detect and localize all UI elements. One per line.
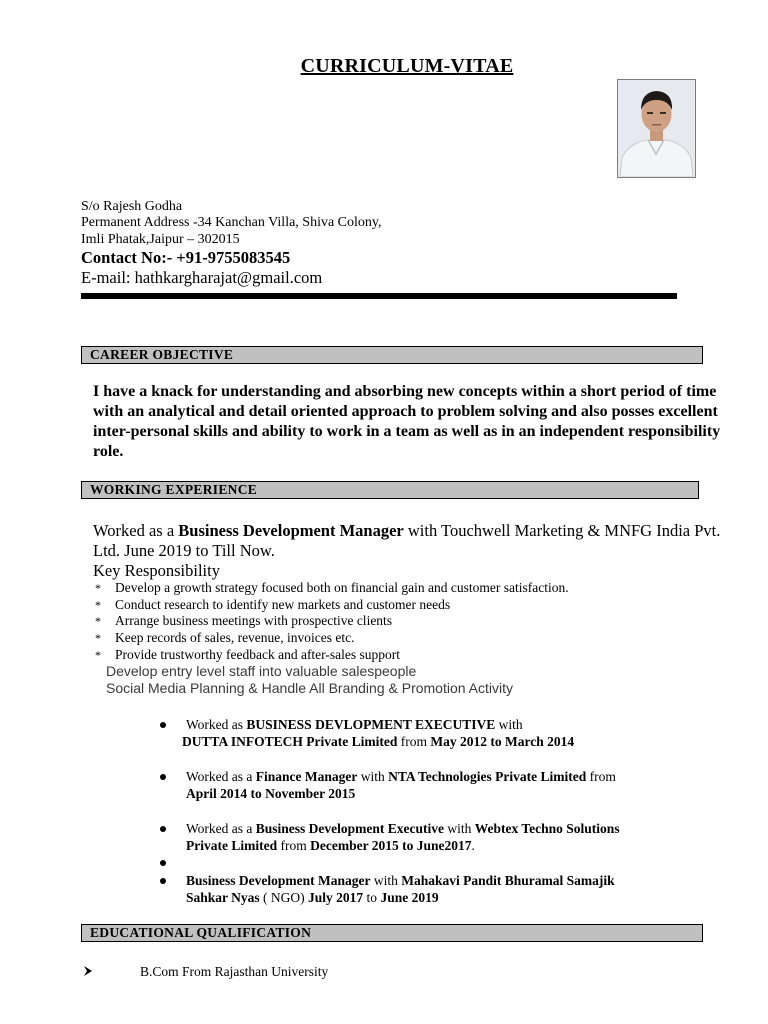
list-item xyxy=(160,820,720,854)
job-dates: December 2015 to June2017 xyxy=(310,838,472,853)
asterisk-bullet-icon: * xyxy=(95,614,101,629)
person-photo-icon xyxy=(618,80,695,177)
bullet-icon xyxy=(160,860,166,866)
job-role: Business Development Manager xyxy=(186,873,371,888)
text: with xyxy=(357,769,389,784)
bullet-icon xyxy=(160,826,166,832)
text: with xyxy=(370,873,402,888)
job-dates: May 2012 to March 2014 xyxy=(430,734,575,749)
previous-positions xyxy=(160,716,720,906)
career-objective-text: I have a knack for understanding and absorbing new concepts within a short period of time with an analytical and detail oriented approach to problem solving and also posses excellent inter-personal skills and ability to work in a team as well as in an independent responsibility role. xyxy=(93,383,721,460)
list-item xyxy=(93,580,569,597)
extra-responsibility: Social Media Planning & Handle All Branding & Promotion Activity xyxy=(106,680,513,696)
page-title: CURRICULUM-VITAE xyxy=(300,55,514,77)
job-dates: June 2019 xyxy=(380,890,439,905)
list-item-text: Develop a growth strategy focused both on financial gain and customer satisfaction. xyxy=(115,580,569,595)
list-item xyxy=(93,597,569,614)
list-item xyxy=(93,613,569,630)
text: Worked as xyxy=(186,717,247,732)
education-heading: EDUCATIONAL QUALIFICATION xyxy=(81,924,703,942)
career-objective-heading: CAREER OBJECTIVE xyxy=(81,346,703,364)
education-item-text: B.Com From Rajasthan University xyxy=(140,964,329,979)
text: from xyxy=(277,838,311,853)
key-responsibility-label: Key Responsibility xyxy=(93,561,220,580)
current-position-role: Business Development Manager xyxy=(178,521,404,540)
list-item xyxy=(160,768,720,820)
bullet-icon xyxy=(160,774,166,780)
extra-responsibility: Develop entry level staff into valuable salespeople xyxy=(106,663,417,679)
header-divider xyxy=(81,293,677,299)
responsibility-list xyxy=(93,580,569,664)
list-item xyxy=(93,630,569,647)
list-item xyxy=(160,872,720,906)
current-position-company: with Touchwell Marketing & MNFG India Pvt. Ltd. June 2019 to Till Now. xyxy=(93,521,721,560)
text: Worked as a xyxy=(186,769,256,784)
job-role: Business Development Executive xyxy=(255,821,445,836)
list-item-text: Provide trustworthy feedback and after-sales support xyxy=(115,646,401,662)
list-item xyxy=(81,963,328,980)
list-item-text: Keep records of sales, revenue, invoices etc. xyxy=(115,630,355,646)
company-name: Sahkar Nyas xyxy=(186,890,260,905)
profile-photo xyxy=(617,79,696,178)
address-line-2: Imli Phatak,Jaipur – 302015 xyxy=(81,232,240,247)
asterisk-bullet-icon: * xyxy=(95,647,101,662)
text: with xyxy=(444,821,475,836)
address-line-1: Permanent Address -34 Kanchan Villa, Shiva Colony, xyxy=(81,215,382,230)
list-item xyxy=(160,716,720,768)
text: ( NGO) xyxy=(259,890,309,905)
email-address: E-mail: hathkargharajat@gmail.com xyxy=(81,268,323,287)
list-item-text: Conduct research to identify new markets and customer needs xyxy=(115,596,451,612)
company-name: Mahakavi Pandit Bhuramal Samajik xyxy=(401,873,615,888)
contact-number: Contact No:- +91-9755083545 xyxy=(81,248,291,267)
job-dates: July 2017 xyxy=(308,890,364,905)
asterisk-bullet-icon: * xyxy=(95,581,101,595)
working-experience-heading: WORKING EXPERIENCE xyxy=(81,481,699,499)
current-position xyxy=(93,521,733,561)
text: from xyxy=(586,769,616,784)
text: from xyxy=(397,734,431,749)
parent-name: S/o Rajesh Godha xyxy=(81,199,183,214)
current-position-prefix: Worked as a xyxy=(93,521,179,540)
list-item-empty xyxy=(160,854,720,872)
job-role: Finance Manager xyxy=(255,769,358,784)
company-name: NTA Technologies Private Limited xyxy=(388,769,587,784)
company-name: DUTTA INFOTECH Private Limited xyxy=(182,734,398,749)
company-name: Webtex Techno Solutions xyxy=(474,821,620,836)
company-name: Private Limited xyxy=(186,838,278,853)
job-dates: April 2014 to November 2015 xyxy=(186,786,356,801)
text: with xyxy=(495,717,523,732)
asterisk-bullet-icon: * xyxy=(95,597,101,612)
text: . xyxy=(471,838,475,853)
text: to xyxy=(363,890,381,905)
list-item-text: Arrange business meetings with prospective clients xyxy=(115,613,393,629)
bullet-icon xyxy=(160,722,166,728)
text: Worked as a xyxy=(186,821,256,836)
education-list xyxy=(81,963,328,980)
bullet-icon xyxy=(160,878,166,884)
list-item xyxy=(93,647,569,664)
asterisk-bullet-icon: * xyxy=(95,631,101,646)
job-role: BUSINESS DEVLOPMENT EXECUTIVE xyxy=(246,717,496,732)
arrow-bullet-icon xyxy=(83,965,93,977)
